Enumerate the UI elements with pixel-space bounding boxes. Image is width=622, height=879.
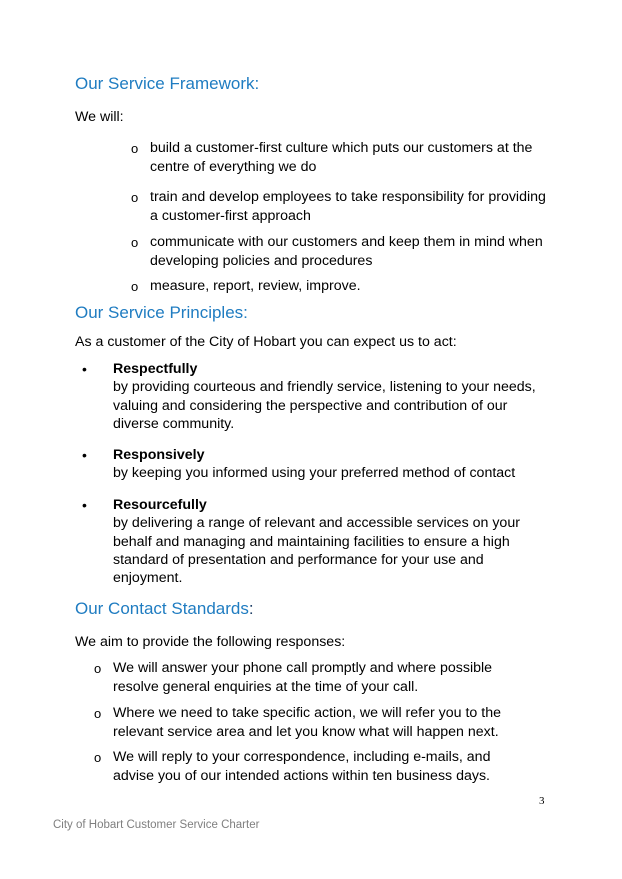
list-item-text: We will answer your phone call promptly and where possible resolve general enquiries at the time of your call. (113, 660, 493, 695)
hollow-bullet-icon: o (94, 661, 102, 676)
principle-item-resourcefully (75, 496, 555, 587)
bullet-icon: • (82, 447, 87, 463)
contact-heading (75, 599, 254, 619)
principle-title: Respectfully (113, 361, 198, 377)
principle-title: Responsively (113, 447, 205, 463)
page-number: 3 (539, 795, 545, 807)
bullet-icon: • (82, 497, 87, 513)
hollow-bullet-icon: o (131, 235, 139, 250)
list-item-text: build a customer-first culture which puts our customers at the centre of everything we do (150, 140, 533, 175)
list-item (131, 233, 551, 270)
contact-heading-colon: : (248, 599, 254, 618)
list-item-text: measure, report, review, improve. (150, 278, 361, 294)
principle-item-respectfully (75, 360, 555, 433)
footer-title: City of Hobart Customer Service Charter (53, 819, 260, 831)
list-item (131, 188, 551, 225)
framework-intro: We will: (75, 109, 124, 125)
list-item (131, 277, 551, 296)
list-item (94, 659, 534, 696)
contact-heading-text: Our Contact Standards (75, 599, 249, 618)
hollow-bullet-icon: o (131, 279, 139, 294)
list-item-text: We will reply to your correspondence, including e-mails, and advise you of our intended actions within ten business days. (113, 749, 491, 784)
list-item-text: communicate with our customers and keep them in mind when developing policies and procedures (150, 234, 543, 269)
list-item (94, 704, 534, 741)
hollow-bullet-icon: o (94, 706, 102, 721)
principle-description: by providing courteous and friendly service, listening to your needs, valuing and considering the perspective and contribution of our diverse community. (113, 379, 536, 432)
principle-description: by keeping you informed using your preferred method of contact (113, 465, 516, 482)
hollow-bullet-icon: o (131, 190, 139, 205)
list-item-text: train and develop employees to take responsibility for providing a customer-first approach (150, 189, 546, 224)
framework-heading: Our Service Framework: (75, 74, 260, 93)
principle-item-responsively (75, 446, 555, 483)
contact-intro: We aim to provide the following responses: (75, 634, 346, 650)
hollow-bullet-icon: o (94, 750, 102, 765)
bullet-icon: • (82, 361, 87, 377)
hollow-bullet-icon: o (131, 141, 139, 156)
list-item-text: Where we need to take specific action, we will refer you to the relevant service area and let you know what will happen next. (113, 705, 501, 740)
list-item (94, 748, 534, 785)
list-item (131, 139, 551, 176)
principles-heading: Our Service Principles: (75, 303, 248, 322)
principles-intro: As a customer of the City of Hobart you can expect us to act: (75, 334, 457, 350)
principle-title: Resourcefully (113, 497, 207, 513)
principle-description: by delivering a range of relevant and accessible services on your behalf and managing and maintaining facilities to ensure a high standard of presentation and performance for your use and enjoyment. (113, 515, 520, 587)
